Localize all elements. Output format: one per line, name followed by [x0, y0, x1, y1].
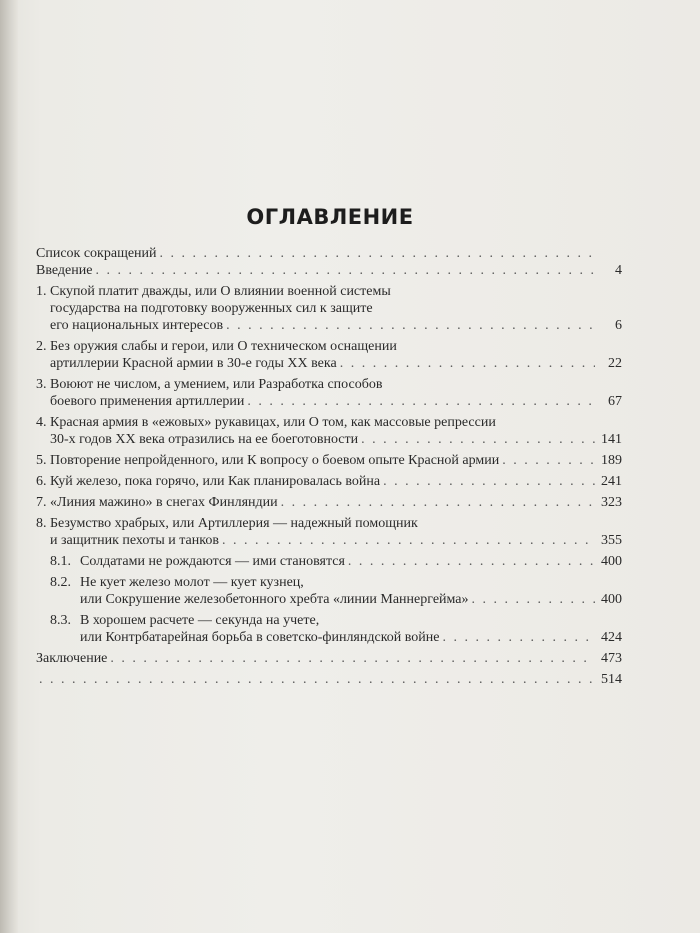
toc-entry-text: Введение — [36, 263, 93, 278]
dot-leader — [443, 629, 596, 646]
dot-leader — [95, 262, 595, 279]
toc-entry-text: Список сокращений — [36, 246, 157, 261]
toc-page-number: 400 — [601, 592, 622, 607]
toc-page-number: 189 — [601, 453, 622, 468]
toc-entry-text: или Контрбатарейная борьба в советско-финляндской войне — [80, 630, 440, 645]
toc-page-number: 22 — [608, 356, 622, 371]
toc-entry — [36, 612, 622, 646]
dot-leader — [502, 452, 595, 469]
toc-page-number: 323 — [601, 495, 622, 510]
toc-entry-number: 1. — [36, 284, 47, 299]
toc-entry-number: 8.1. — [50, 554, 71, 569]
toc-entry — [36, 452, 622, 469]
toc-entry — [36, 553, 622, 570]
toc-entry-text: боевого применения артиллерии — [50, 394, 245, 409]
toc-entry-text: Безумство храбрых, или Артиллерия — надежный помощник — [50, 516, 418, 531]
toc-page-number: 4 — [615, 263, 622, 278]
dot-leader — [472, 591, 596, 608]
toc-entry-text: Скупой платит дважды, или О влиянии военной системы — [50, 284, 391, 299]
toc-entry-number: 2. — [36, 339, 47, 354]
toc-page-number: 355 — [601, 533, 622, 548]
toc-entry — [36, 473, 622, 490]
toc-entry-text: В хорошем расчете — секунда на учете, — [80, 613, 320, 628]
toc-entry-text: Повторение непройденного, или К вопросу о боевом опыте Красной армии — [50, 453, 500, 468]
toc-entry-number: 5. — [36, 453, 47, 468]
toc-entry-number: 7. — [36, 495, 47, 510]
toc-entry — [36, 245, 622, 262]
toc-page-number: 67 — [608, 394, 622, 409]
toc-page-number: 241 — [601, 474, 622, 489]
dot-leader — [226, 317, 595, 334]
toc-entry — [36, 376, 622, 410]
toc-entry-number: 8.2. — [50, 575, 71, 590]
dot-leader — [348, 553, 595, 570]
dot-leader — [222, 532, 595, 549]
toc-entry-number: 8. — [36, 516, 47, 531]
toc-entry — [36, 671, 622, 688]
dot-leader — [247, 393, 595, 410]
dot-leader — [361, 431, 595, 448]
dot-leader — [160, 245, 595, 262]
toc-entry-text: «Линия мажино» в снегах Финляндии — [50, 495, 278, 510]
toc-entry-number: 4. — [36, 415, 47, 430]
toc-page-number: 473 — [601, 651, 622, 666]
page-title: ОГЛАВЛЕНИЕ — [246, 205, 414, 229]
toc-entry-text: или Сокрушение железобетонного хребта «линии Маннергейма» — [80, 592, 469, 607]
toc-page-number: 141 — [601, 432, 622, 447]
toc-entry — [36, 338, 622, 372]
book-spine — [0, 0, 18, 933]
dot-leader — [281, 494, 595, 511]
toc-entry — [36, 515, 622, 549]
toc-entry-text: 30-х годов XX века отразились на ее боеготовности — [50, 432, 359, 447]
dot-leader — [110, 650, 595, 667]
toc-entry-number: 3. — [36, 377, 47, 392]
toc-entry-number: 8.3. — [50, 613, 71, 628]
toc-entry-text: Воюют не числом, а умением, или Разработка способов — [50, 377, 383, 392]
toc-entry — [36, 262, 622, 279]
toc-entry-text: Красная армия в «ежовых» рукавицах, или О том, как массовые репрессии — [50, 415, 496, 430]
dot-leader — [39, 671, 595, 688]
toc-page-number: 514 — [601, 672, 622, 687]
toc-entry-text: артиллерии Красной армии в 30-е годы XX века — [50, 356, 337, 371]
toc-entry-text: Не кует железо молот — кует кузнец, — [80, 575, 304, 590]
toc-page-number: 424 — [601, 630, 622, 645]
toc-entry-text: Без оружия слабы и герои, или О техническом оснащении — [50, 339, 397, 354]
toc-entry — [36, 574, 622, 608]
toc-entry — [36, 650, 622, 667]
dot-leader — [340, 355, 595, 372]
dot-leader — [383, 473, 595, 490]
toc-entry-text: и защитник пехоты и танков — [50, 533, 219, 548]
toc-entry-text: Солдатами не рождаются — ими становятся — [80, 554, 345, 569]
table-of-contents — [36, 245, 622, 688]
toc-entry-text: Куй железо, пока горячо, или Как планировалась война — [50, 474, 381, 489]
toc-entry — [36, 283, 622, 334]
toc-entry-number: 6. — [36, 474, 47, 489]
toc-entry — [36, 494, 622, 511]
toc-entry-text: Заключение — [36, 651, 108, 666]
toc-page-number: 400 — [601, 554, 622, 569]
toc-page-number: 6 — [615, 318, 622, 333]
toc-entry-text: государства на подготовку вооруженных сил к защите — [50, 301, 373, 316]
toc-entry-text: его национальных интересов — [50, 318, 224, 333]
toc-entry — [36, 414, 622, 448]
